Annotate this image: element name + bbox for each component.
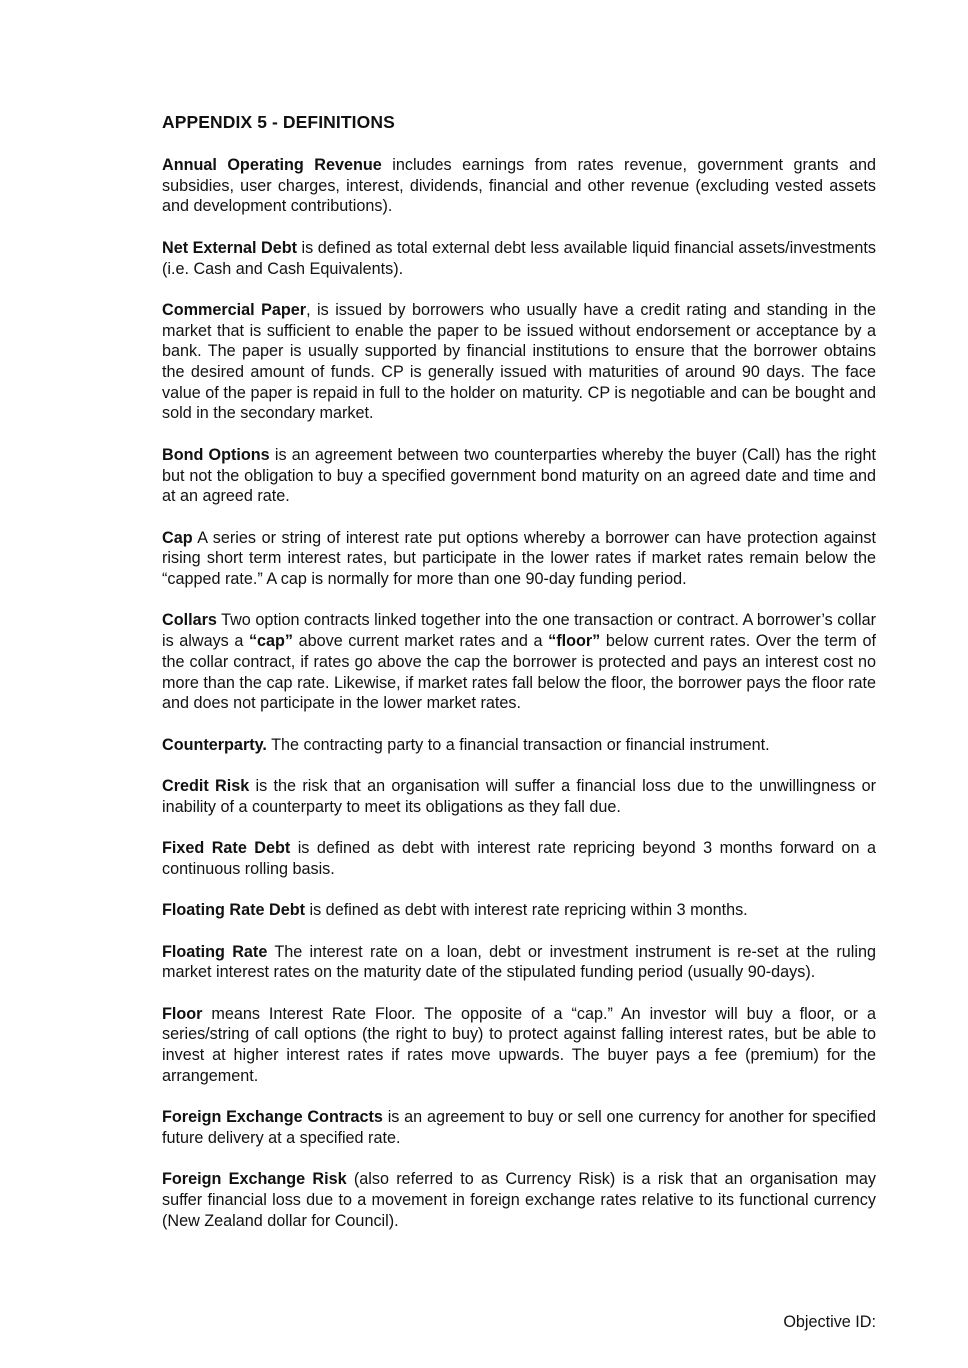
definition-text: Two option contracts linked together into the one transaction or contract. A borrower’s collar is always a [162, 611, 876, 651]
definition-term: Cap [162, 528, 193, 547]
definition-term: Credit Risk [162, 776, 250, 795]
definition-foreign-exchange-contracts [162, 1107, 876, 1148]
definition-text: A series or string of interest rate put options whereby a borrower can have protection against rising short term interest rates, but participate in the lower rates if market rates remain below the “capped rate.” A cap is normally for more than one 90-day funding period. [162, 528, 876, 588]
definition-text: is defined as debt with interest rate repricing within 3 months. [305, 901, 748, 920]
definition-text: (also referred to as Currency Risk) is a risk that an organisation may suffer financial loss due to a movement in foreign exchange rates relative to its functional currency (New Zealand dollar for Council). [162, 1170, 876, 1230]
definition-text: is defined as total external debt less available liquid financial assets/investments (i.e. Cash and Cash Equivalents). [162, 238, 877, 278]
definition-text: The interest rate on a loan, debt or investment instrument is re-set at the ruling market interest rates on the maturity date of the stipulated funding period (usually 90-days). [162, 942, 876, 982]
definition-emphasis: “floor” [548, 632, 601, 651]
definition-commercial-paper [162, 300, 876, 424]
definition-fixed-rate-debt [162, 838, 876, 879]
definition-term: Floating Rate Debt [162, 901, 305, 920]
definition-floor [162, 1004, 876, 1087]
definition-text: is an agreement between two counterparties whereby the buyer (Call) has the right but not the obligation to buy a specified government bond maturity on an agreed date and time and at an agreed rate. [162, 445, 876, 506]
definition-emphasis: “cap” [248, 632, 294, 651]
definition-text: , is issued by borrowers who usually have a credit rating and standing in the market that is sufficient to enable the paper to be issued without endorsement or acceptance by a bank. The paper is usually supported by financial institutions to ensure that the borrower obtains the desired amount of funds. CP is generally issued with maturities of around 90 days. The face value of the paper is repaid in full to the holder on maturity. CP is negotiable and can be bought and sold in the secondary market. [162, 300, 876, 423]
definition-term: Floating Rate [162, 942, 268, 961]
definition-term: Collars [162, 611, 217, 630]
definition-floating-rate-debt [162, 900, 876, 921]
definition-foreign-exchange-risk [162, 1169, 876, 1231]
definition-term: Fixed Rate Debt [162, 839, 291, 858]
definition-text: includes earnings from rates revenue, government grants and subsidies, user charges, interest, dividends, financial and other revenue (excluding vested assets and development contributions). [162, 156, 876, 216]
definition-term: Commercial Paper [162, 300, 307, 319]
definition-text: above current market rates and a [293, 632, 549, 651]
definition-term: Foreign Exchange Risk [162, 1170, 347, 1189]
definition-credit-risk [162, 776, 876, 817]
page-title: APPENDIX 5 - DEFINITIONS [162, 112, 395, 132]
document-body [162, 112, 876, 1252]
footer-objective-id: Objective ID: [783, 1313, 876, 1331]
definition-text: below current rates. Over the term of the collar contract, if rates go above the cap the borrower is protected and pays an interest cost no more than the cap rate. Likewise, if market rates fall below the floor, the borrower pays the floor rate and does not participate in the lower market rates. [162, 632, 876, 713]
definition-net-external-debt [162, 238, 876, 279]
definition-text: is the risk that an organisation will suffer a financial loss due to the unwillingness or inability of a counterparty to meet its obligations as they fall due. [162, 776, 877, 816]
definition-floating-rate [162, 942, 876, 983]
definition-term: Net External Debt [162, 238, 298, 257]
definition-bond-options [162, 445, 876, 507]
definition-text: is an agreement to buy or sell one currency for another for specified future delivery at a specified rate. [162, 1108, 877, 1147]
definition-term: Bond Options [162, 445, 270, 464]
definition-counterparty [162, 735, 876, 756]
definition-text: means Interest Rate Floor. The opposite of a “cap.” An investor will buy a floor, or a series/string of call options (the right to buy) to protect against falling interest rates, but be able to invest at higher interest rates if rates move upwards. The buyer pays a fee (premium) for the arrangement. [162, 1004, 876, 1085]
definition-annual-operating-revenue [162, 155, 876, 217]
definition-term: Floor [162, 1004, 203, 1023]
definition-term: Counterparty. [162, 735, 267, 754]
definition-term: Annual Operating Revenue [162, 156, 382, 174]
definition-cap [162, 528, 876, 590]
definition-collars [162, 610, 876, 714]
definition-text: is defined as debt with interest rate repricing beyond 3 months forward on a continuous rolling basis. [162, 839, 876, 878]
definition-text: The contracting party to a financial transaction or financial instrument. [266, 735, 770, 754]
definition-term: Foreign Exchange Contracts [162, 1108, 383, 1127]
